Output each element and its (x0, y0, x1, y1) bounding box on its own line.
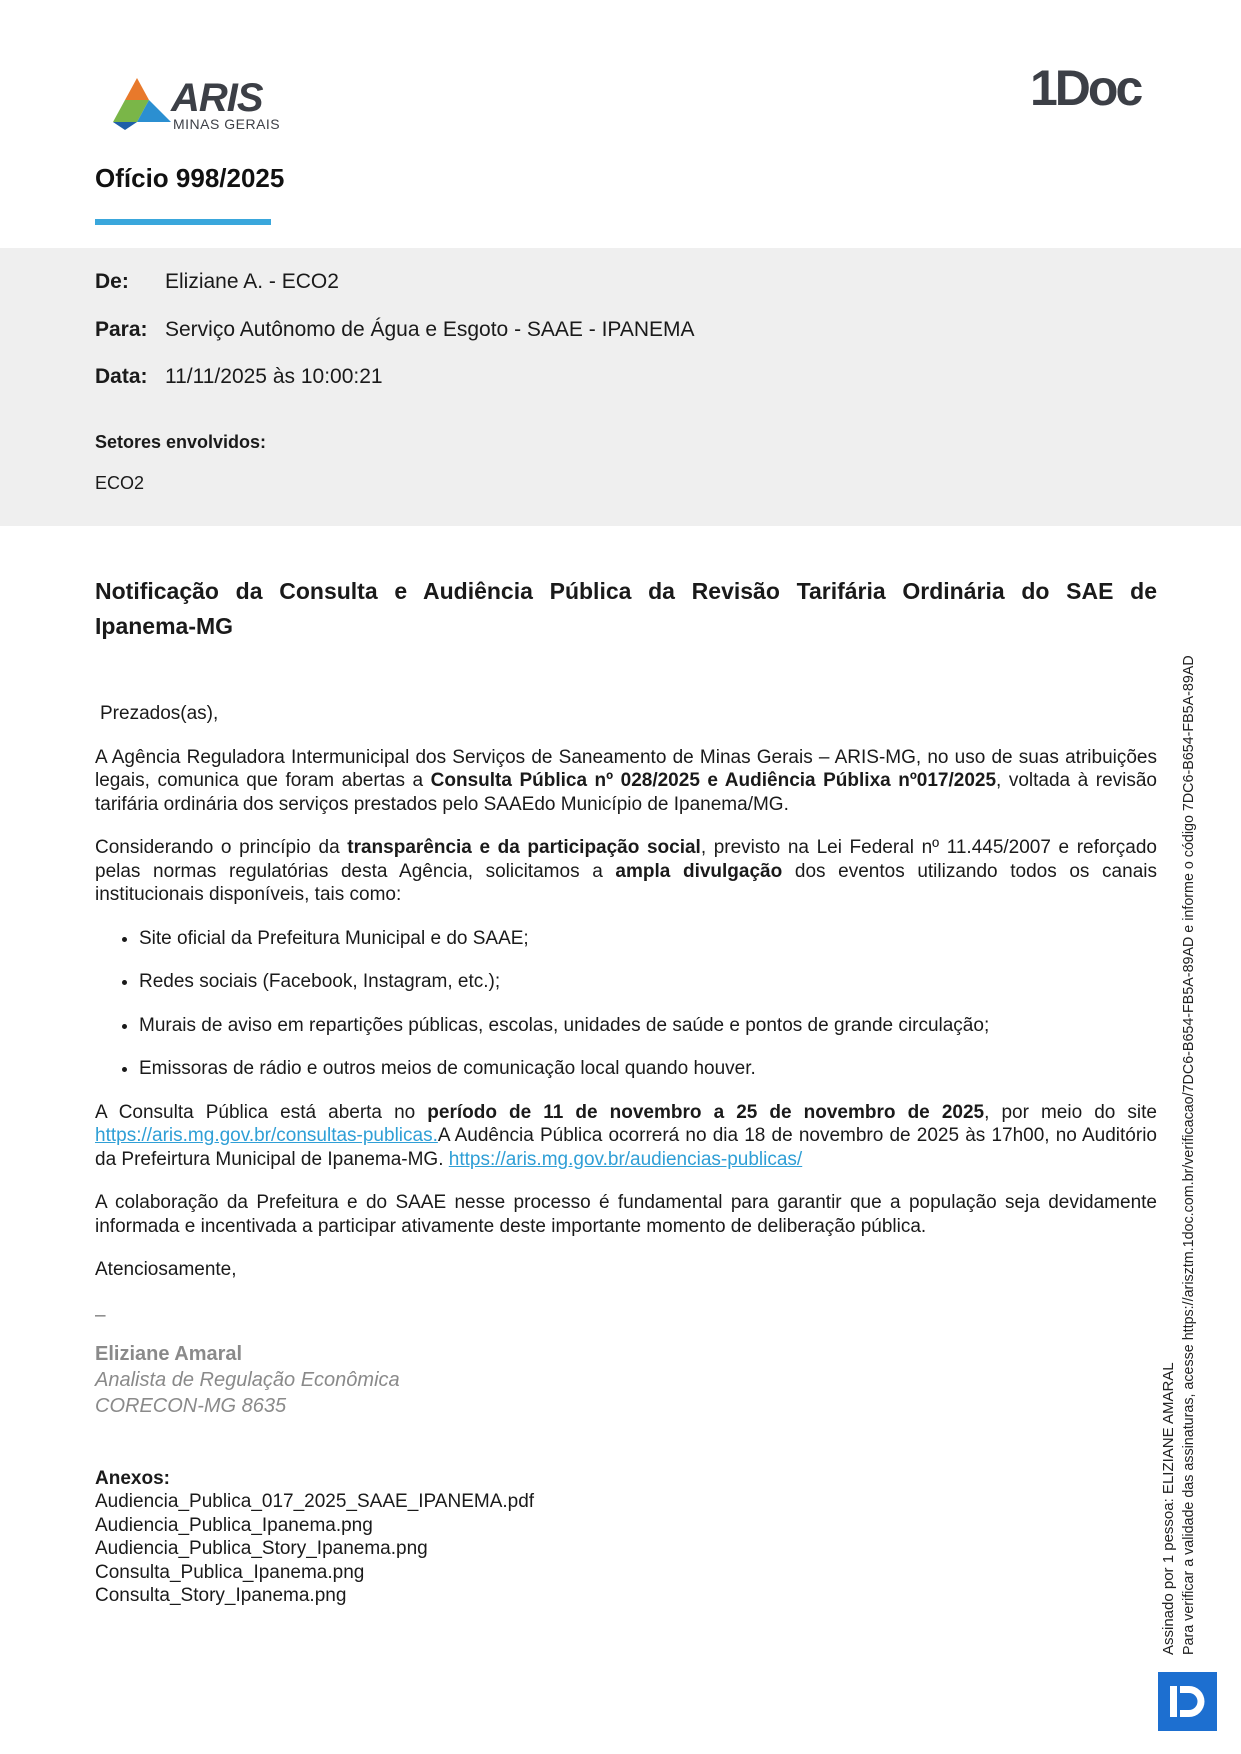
attachment-item: Consulta_Story_Ipanema.png (95, 1585, 347, 1606)
p2-text-bold-1: transparência e da participação social (347, 837, 701, 858)
p3-text-c: , por meio do site (984, 1101, 1157, 1123)
p2-text-c: , previsto na Lei Federal nº 11.445/2007 e reforçado pelas normas regulatórias desta Agência, solicitamos a (95, 837, 1157, 882)
aris-wordmark: ARIS (171, 76, 263, 120)
attachment-item: Consulta_Publica_Ipanema.png (95, 1561, 365, 1583)
p2-text-a: Considerando o princípio da (95, 837, 348, 858)
list-item: • Site oficial da Prefeitura Municipal e do SAAE; (139, 927, 1157, 951)
letter-body (95, 574, 1157, 1608)
signature-name: Eliziane Amaral (95, 1343, 243, 1365)
paragraph-3 (95, 1101, 1157, 1172)
signature-dash: – (95, 1304, 106, 1326)
p1-text-c: , voltada à revisão tarifária ordinária dos serviços prestados pelo SAAEdo Município de Ipanema/MG. (95, 770, 1157, 815)
attachment-item: Audiencia_Publica_017_2025_SAAE_IPANEMA.pdf (95, 1491, 535, 1512)
paragraph-1 (95, 746, 1157, 817)
sectors-label: Setores envolvidos: (95, 432, 267, 452)
list-item: • Emissoras de rádio e outros meios de comunicação local quando houver. (139, 1057, 1157, 1081)
p3-text-a: A Consulta Pública está aberta no (95, 1101, 428, 1123)
to-label: Para: (95, 318, 148, 341)
document-title: Ofício 998/2025 (95, 163, 285, 193)
to-value: Serviço Autônomo de Água e Esgoto - SAAE - IPANEMA (165, 318, 695, 341)
onedoc-badge-icon (1158, 1672, 1217, 1731)
consultas-link[interactable]: https://aris.mg.gov.br/consultas-publicas. (95, 1125, 438, 1146)
verification-text: Para verificar a validade das assinaturas, acesse https://arisztm.1doc.com.br/verificacao/7DC6-B654-FB5A-89AD e informe o código 7DC6-B654-FB5A-89AD (1181, 655, 1197, 1655)
paragraph-4: A colaboração da Prefeitura e do SAAE nesse processo é fundamental para garantir que a população seja devidamente informada e incentivada a participar ativamente deste importante momento de deliberação pública. (95, 1192, 1157, 1237)
p1-text-a: A Agência Reguladora Intermunicipal dos Serviços de Saneamento de Minas Gerais – ARIS-MG, no uso de suas atribuições legais, comunica que foram abertas a (95, 746, 1157, 791)
p2-text-e: dos eventos utilizando todos os canais institucionais disponíveis, tais como: (95, 860, 1157, 905)
aris-triangle-icon (113, 78, 175, 134)
from-value: Eliziane A. - ECO2 (165, 270, 339, 293)
date-value: 11/11/2025 às 10:00:21 (165, 365, 383, 388)
signed-by-text: Assinado por 1 pessoa: ELIZIANE AMARAL (1160, 1362, 1177, 1655)
paragraph-2 (95, 836, 1157, 907)
p3-text-d: A Audência Pública ocorrerá no dia 18 de novembro de 2025 às 17h00, no Auditório da Prefeirtura Municipal de Ipanema-MG. (95, 1125, 1157, 1170)
title-underline (95, 219, 271, 225)
onedoc-logo: 1Doc (1030, 60, 1141, 116)
closing: Atenciosamente, (95, 1259, 237, 1280)
subject-heading: Notificação da Consulta e Audiência Pública da Revisão Tarifária Ordinária do SAE de Ipanema-MG (95, 578, 1157, 639)
list-item: • Redes sociais (Facebook, Instagram, etc.); (139, 970, 1157, 994)
sectors-value: ECO2 (95, 473, 145, 493)
list-item: • Murais de aviso em repartições públicas, escolas, unidades de saúde e pontos de grande circulação; (139, 1014, 1157, 1038)
channels-list (95, 927, 1157, 1081)
aris-logo (113, 76, 313, 136)
p3-text-bold: período de 11 de novembro a 25 de novembro de 2025 (427, 1101, 985, 1123)
from-label: De: (95, 270, 129, 293)
greeting: Prezados(as), (100, 703, 219, 724)
signature-role: Analista de Regulação Econômica (95, 1369, 400, 1391)
p1-text-bold: Consulta Pública nº 028/2025 e Audiência Públixa nº017/2025 (430, 770, 997, 791)
p2-text-bold-2: ampla divulgação (615, 860, 783, 882)
signature-registration: CORECON-MG 8635 (95, 1395, 287, 1417)
attachment-item: Audiencia_Publica_Story_Ipanema.png (95, 1538, 428, 1559)
aris-subtitle: MINAS GERAIS (173, 116, 281, 132)
attachment-item: Audiencia_Publica_Ipanema.png (95, 1514, 373, 1536)
attachments-label: Anexos: (95, 1468, 170, 1489)
date-label: Data: (95, 365, 148, 388)
audiencias-link[interactable]: https://aris.mg.gov.br/audiencias-publicas/ (448, 1148, 803, 1170)
